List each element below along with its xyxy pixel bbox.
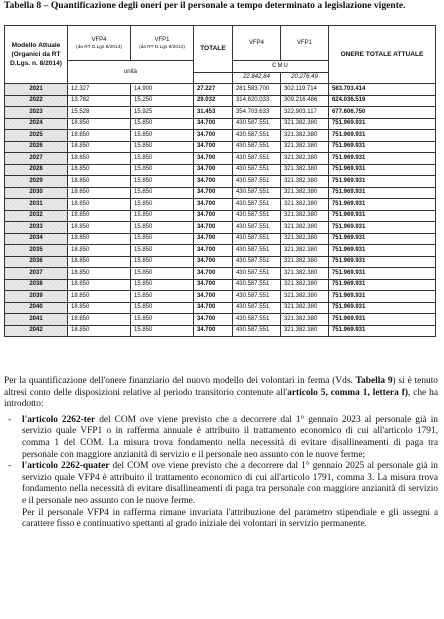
total-units-cell: 34.700	[193, 210, 232, 222]
vfp4-units-cell: 18.850	[68, 176, 131, 188]
total-units-cell: 34.700	[193, 325, 232, 337]
header-vfp4-label: VFP4	[91, 36, 107, 43]
vfp4-units-cell: 18.850	[68, 245, 131, 257]
header-vfp4-cost: VFP4	[232, 26, 280, 61]
total-units-cell: 34.700	[193, 302, 232, 314]
total-cost-cell: 751.969.931	[328, 130, 435, 142]
vfp4-cost-cell: 430.587.551	[232, 314, 280, 326]
total-cost-cell: 751.969.931	[328, 153, 435, 165]
header-onere: ONERE TOTALE ATTUALE	[328, 26, 435, 84]
vfp4-units-cell: 18.850	[68, 164, 131, 176]
table-row	[5, 164, 436, 176]
total-units-cell: 34.700	[193, 245, 232, 257]
header-vfp1-label: VFP1	[154, 36, 170, 43]
header-cmu-vfp1: 20.276,49	[280, 72, 328, 84]
total-cost-cell: 751.969.931	[328, 233, 435, 245]
total-units-cell: 34.700	[193, 153, 232, 165]
vfp4-units-cell: 18.850	[68, 291, 131, 303]
table-row	[5, 291, 436, 303]
total-units-cell: 34.700	[193, 291, 232, 303]
year-cell: 2037	[5, 268, 68, 280]
total-cost-cell: 751.969.931	[328, 176, 435, 188]
vfp1-cost-cell: 321.382.380	[280, 210, 328, 222]
intro-text-2: ) si è tenuto altresì conto delle disposizioni relative al periodo transitorio contenute all'	[4, 376, 438, 398]
vfp4-cost-cell: 430.587.551	[232, 176, 280, 188]
table-body	[5, 84, 436, 337]
total-cost-cell: 751.969.931	[328, 256, 435, 268]
vfp4-units-cell: 18.850	[68, 130, 131, 142]
vfp4-cost-cell: 314.820.033	[232, 95, 280, 107]
year-cell: 2027	[5, 153, 68, 165]
vfp4-units-cell: 18.850	[68, 210, 131, 222]
dash-marker: -	[8, 461, 12, 472]
vfp1-units-cell: 15.850	[130, 256, 193, 268]
vfp1-cost-cell: 321.382.380	[280, 153, 328, 165]
year-cell: 2035	[5, 245, 68, 257]
vfp4-cost-cell: 430.587.551	[232, 291, 280, 303]
year-cell: 2041	[5, 314, 68, 326]
table-row	[5, 268, 436, 280]
vfp1-units-cell: 15.850	[130, 233, 193, 245]
vfp4-units-cell: 18.850	[68, 302, 131, 314]
header-modello: Modello Attuale (Organici da RT D.Lgs. n. 8/2014)	[5, 26, 68, 84]
header-vfp4-sub: (da RT D.Lgs 8/2014)	[76, 44, 122, 50]
vfp1-cost-cell: 321.382.380	[280, 233, 328, 245]
vfp1-cost-cell: 321.382.380	[280, 141, 328, 153]
vfp1-cost-cell: 302.119.714	[280, 84, 328, 96]
total-cost-cell: 751.969.931	[328, 245, 435, 257]
item1-article: l'articolo 2262-ter	[22, 414, 96, 425]
vfp1-units-cell: 15.850	[130, 302, 193, 314]
vfp1-units-cell: 15.850	[130, 279, 193, 291]
vfp1-cost-cell: 321.382.380	[280, 314, 328, 326]
table-row	[5, 314, 436, 326]
header-unita: unità	[68, 61, 194, 84]
vfp4-units-cell: 18.850	[68, 199, 131, 211]
intro-paragraph	[4, 376, 438, 411]
body-text	[4, 376, 438, 531]
vfp4-cost-cell: 430.587.551	[232, 245, 280, 257]
vfp1-cost-cell: 321.382.380	[280, 176, 328, 188]
total-units-cell: 34.700	[193, 256, 232, 268]
vfp4-cost-cell: 430.587.551	[232, 118, 280, 130]
total-cost-cell: 751.969.931	[328, 164, 435, 176]
table-row	[5, 141, 436, 153]
total-cost-cell: 751.969.931	[328, 118, 435, 130]
header-vfp4	[68, 26, 131, 61]
total-cost-cell: 677.606.750	[328, 107, 435, 119]
year-cell: 2021	[5, 84, 68, 96]
total-units-cell: 34.700	[193, 233, 232, 245]
total-cost-cell: 751.969.931	[328, 268, 435, 280]
list-item	[8, 461, 438, 531]
intro-article-ref: articolo 5, comma 1, lettera f)	[287, 387, 408, 398]
vfp4-units-cell: 13.782	[68, 95, 131, 107]
vfp4-cost-cell: 430.587.551	[232, 325, 280, 337]
total-units-cell: 31.453	[193, 107, 232, 119]
header-vfp1-cost: VFP1	[280, 26, 328, 61]
total-units-cell: 34.700	[193, 176, 232, 188]
vfp1-cost-cell: 321.382.380	[280, 279, 328, 291]
vfp4-cost-cell: 430.587.551	[232, 187, 280, 199]
vfp1-units-cell: 15.850	[130, 176, 193, 188]
year-cell: 2023	[5, 107, 68, 119]
total-units-cell: 34.700	[193, 268, 232, 280]
total-cost-cell: 751.969.931	[328, 302, 435, 314]
year-cell: 2026	[5, 141, 68, 153]
table-row	[5, 302, 436, 314]
vfp1-cost-cell: 321.382.380	[280, 245, 328, 257]
vfp4-cost-cell: 430.587.551	[232, 164, 280, 176]
vfp4-units-cell: 18.850	[68, 256, 131, 268]
vfp4-units-cell: 18.850	[68, 222, 131, 234]
total-cost-cell: 751.969.931	[328, 291, 435, 303]
vfp1-units-cell: 15.850	[130, 210, 193, 222]
table-row	[5, 233, 436, 245]
total-cost-cell: 583.703.414	[328, 84, 435, 96]
costs-table	[4, 25, 436, 337]
vfp4-units-cell: 18.850	[68, 187, 131, 199]
list-item	[8, 414, 438, 461]
item2-extra-text: Per il personale VFP4 in rafferma rimane invariata l'attribuzione del parametro stipendiale e gli assegni a carattere fisso e continuativo spettanti al grado iniziale dei volontari in servizio permanente.	[22, 507, 438, 530]
vfp4-units-cell: 15.528	[68, 107, 131, 119]
total-cost-cell: 751.969.931	[328, 222, 435, 234]
year-cell: 2029	[5, 176, 68, 188]
table-row	[5, 187, 436, 199]
vfp4-units-cell: 12.327	[68, 84, 131, 96]
year-cell: 2025	[5, 130, 68, 142]
vfp4-cost-cell: 430.587.551	[232, 256, 280, 268]
year-cell: 2028	[5, 164, 68, 176]
provisions-list	[4, 415, 438, 531]
vfp4-cost-cell: 430.587.551	[232, 279, 280, 291]
intro-table-ref: Tabella 9	[355, 376, 393, 386]
total-cost-cell: 751.969.931	[328, 141, 435, 153]
intro-text-1: Per la quantificazione dell'onere finanziario del nuovo modello dei volontari in ferma (Vds.	[4, 376, 356, 386]
year-cell: 2036	[5, 256, 68, 268]
total-units-cell: 34.700	[193, 279, 232, 291]
vfp1-cost-cell: 309.216.486	[280, 95, 328, 107]
year-cell: 2038	[5, 279, 68, 291]
vfp1-cost-cell: 321.382.380	[280, 222, 328, 234]
total-cost-cell: 751.969.931	[328, 279, 435, 291]
vfp1-units-cell: 15.850	[130, 118, 193, 130]
total-units-cell: 34.700	[193, 187, 232, 199]
total-units-cell: 34.700	[193, 222, 232, 234]
vfp1-units-cell: 15.850	[130, 141, 193, 153]
vfp1-units-cell: 15.850	[130, 153, 193, 165]
vfp4-cost-cell: 430.587.551	[232, 302, 280, 314]
table-row	[5, 107, 436, 119]
total-cost-cell: 751.969.931	[328, 314, 435, 326]
vfp1-units-cell: 15.850	[130, 325, 193, 337]
vfp1-cost-cell: 321.382.380	[280, 187, 328, 199]
vfp4-units-cell: 18.850	[68, 314, 131, 326]
dash-marker: -	[8, 414, 12, 425]
vfp1-units-cell: 15.850	[130, 268, 193, 280]
total-units-cell: 34.700	[193, 199, 232, 211]
table-row	[5, 279, 436, 291]
year-cell: 2040	[5, 302, 68, 314]
header-totale: TOTALE	[193, 26, 232, 73]
vfp4-cost-cell: 430.587.551	[232, 222, 280, 234]
vfp1-units-cell: 15.250	[130, 95, 193, 107]
table-row	[5, 153, 436, 165]
vfp1-units-cell: 15.850	[130, 245, 193, 257]
item1-text: del COM ove viene previsto che a decorrere dal 1° gennaio 2023 al personale già in servizio quale VFP1 o in rafferma annuale è attribuito il trattamento economico di cui all'articolo 1791, comma 1 del COM. La misura trova fondamento nella necessità di evitare disallineamenti di paga tra personale con maggiore anzianità di servizio e il personale neo assunto con le nuove ferme;	[22, 414, 438, 460]
vfp4-cost-cell: 354.703.633	[232, 107, 280, 119]
vfp1-units-cell: 15.850	[130, 130, 193, 142]
vfp1-cost-cell: 321.382.380	[280, 291, 328, 303]
vfp4-units-cell: 18.850	[68, 141, 131, 153]
vfp1-cost-cell: 321.382.380	[280, 325, 328, 337]
vfp1-units-cell: 15.925	[130, 107, 193, 119]
vfp4-units-cell: 18.850	[68, 268, 131, 280]
total-units-cell: 34.700	[193, 164, 232, 176]
vfp4-units-cell: 18.850	[68, 118, 131, 130]
total-units-cell: 34.700	[193, 118, 232, 130]
vfp1-units-cell: 15.850	[130, 199, 193, 211]
header-cmu: CMU	[232, 61, 328, 73]
year-cell: 2030	[5, 187, 68, 199]
header-totale-spacer	[193, 72, 232, 84]
vfp4-units-cell: 18.850	[68, 279, 131, 291]
total-cost-cell: 751.969.931	[328, 187, 435, 199]
table-row	[5, 118, 436, 130]
year-cell: 2042	[5, 325, 68, 337]
total-cost-cell: 624.036.519	[328, 95, 435, 107]
total-units-cell: 34.700	[193, 130, 232, 142]
vfp1-units-cell: 15.850	[130, 187, 193, 199]
header-vfp1	[130, 26, 193, 61]
vfp4-cost-cell: 430.587.551	[232, 199, 280, 211]
vfp1-units-cell: 15.850	[130, 164, 193, 176]
year-cell: 2022	[5, 95, 68, 107]
intro-text-3: , che ha introdotto:	[4, 387, 438, 410]
table-row	[5, 325, 436, 337]
vfp4-units-cell: 18.850	[68, 233, 131, 245]
vfp1-cost-cell: 321.382.380	[280, 118, 328, 130]
table-title: Tabella 8 – Quantificazione degli oneri per il personale a tempo determinato a legislazione vigente.	[4, 0, 406, 11]
table-row	[5, 130, 436, 142]
total-cost-cell: 751.969.931	[328, 325, 435, 337]
vfp4-cost-cell: 430.587.551	[232, 141, 280, 153]
total-cost-cell: 751.969.931	[328, 199, 435, 211]
table-row	[5, 176, 436, 188]
vfp4-cost-cell: 430.587.551	[232, 153, 280, 165]
year-cell: 2024	[5, 118, 68, 130]
vfp1-cost-cell: 321.382.380	[280, 256, 328, 268]
vfp4-cost-cell: 430.587.551	[232, 210, 280, 222]
table-row	[5, 222, 436, 234]
vfp4-cost-cell: 430.587.551	[232, 233, 280, 245]
vfp1-cost-cell: 321.382.380	[280, 302, 328, 314]
table-row	[5, 210, 436, 222]
vfp1-units-cell: 15.850	[130, 314, 193, 326]
table-row	[5, 95, 436, 107]
vfp1-cost-cell: 322.903.117	[280, 107, 328, 119]
vfp1-cost-cell: 321.382.380	[280, 268, 328, 280]
vfp4-cost-cell: 430.587.551	[232, 130, 280, 142]
vfp4-cost-cell: 430.587.551	[232, 268, 280, 280]
table-row	[5, 84, 436, 96]
year-cell: 2039	[5, 291, 68, 303]
header-cmu-vfp4: 22.842,84	[232, 72, 280, 84]
total-units-cell: 29.032	[193, 95, 232, 107]
item2-text: del COM ove viene previsto che a decorrere dal 1° gennaio 2025 al personale già in servizio quale VFP4 è attribuito il trattamento economico di cui all'articolo 1791, comma 3. La misura trova fondamento nella necessità di evitare disallineamenti di paga tra personale con maggiore anzianità di servizio e il personale neo assunto con le nuove ferme.	[22, 461, 438, 506]
vfp4-units-cell: 18.850	[68, 153, 131, 165]
table-row	[5, 245, 436, 257]
header-vfp1-sub: (da RT D.Lgs 8/2014)	[139, 44, 185, 50]
vfp1-units-cell: 14.900	[130, 84, 193, 96]
table-row	[5, 256, 436, 268]
total-units-cell: 27.227	[193, 84, 232, 96]
vfp1-units-cell: 15.850	[130, 291, 193, 303]
year-cell: 2031	[5, 199, 68, 211]
total-units-cell: 34.700	[193, 314, 232, 326]
total-units-cell: 34.700	[193, 141, 232, 153]
vfp4-cost-cell: 281.583.700	[232, 84, 280, 96]
table-row	[5, 199, 436, 211]
year-cell: 2033	[5, 222, 68, 234]
vfp1-cost-cell: 321.382.380	[280, 199, 328, 211]
year-cell: 2034	[5, 233, 68, 245]
vfp1-cost-cell: 321.382.380	[280, 164, 328, 176]
vfp1-units-cell: 15.850	[130, 222, 193, 234]
total-cost-cell: 751.969.931	[328, 210, 435, 222]
year-cell: 2032	[5, 210, 68, 222]
item2-article: l'articolo 2262-quater	[22, 461, 110, 472]
vfp1-cost-cell: 321.382.380	[280, 130, 328, 142]
vfp4-units-cell: 18.850	[68, 325, 131, 337]
